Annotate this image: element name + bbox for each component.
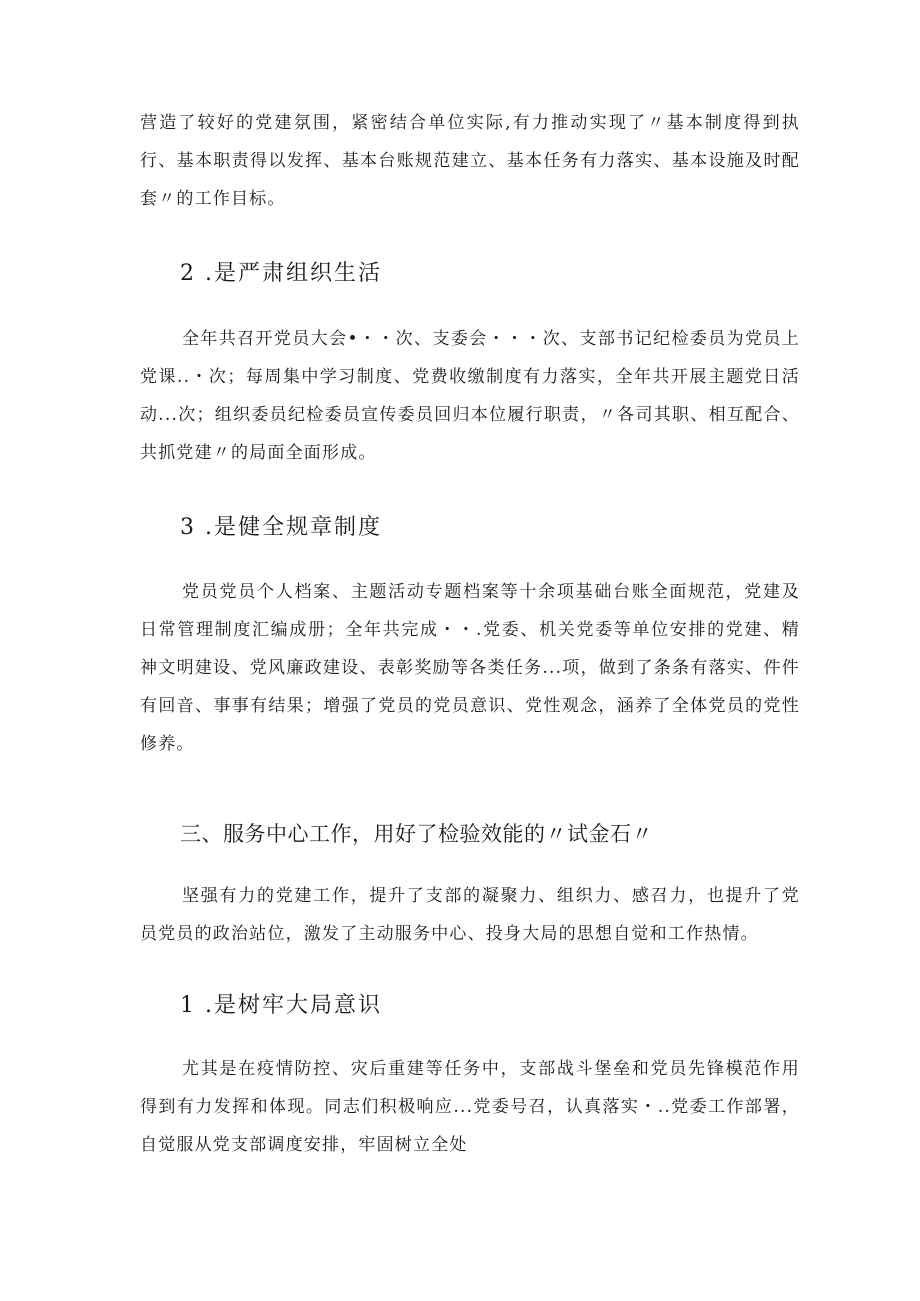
heading-strict-organization-life: 2 .是严肃组织生活 xyxy=(180,261,382,286)
paragraph-organization-life: 全年共召开党员大会•・・次、支委会・・・次、支部书记纪检委员为党员上党课..・次；每周集中学习制度、党费收缴制度有力落实，全年共开展主题党日活动...次；组织委员纪检委员宣传委员回归本位履行职责，〃各司其职、相互配合、共抓党建〃的局面全面形成。 xyxy=(140,329,800,463)
heading-improve-rules: 3 .是健全规章制度 xyxy=(180,515,382,540)
paragraph-rules: 党员党员个人档案、主题活动专题档案等十余项基础台账全面规范，党建及日常管理制度汇编成册；全年共完成・・.党委、机关党委等单位安排的党建、精神文明建设、党风廉政建设、表彰奖励等各类任务...项，做到了条条有落实、件件有回音、事事有结果；增强了党员的党员意识、党性观念，涵养了全体党员的党性修养。 xyxy=(140,582,800,754)
heading-overall-awareness: 1 .是树牢大局意识 xyxy=(180,993,382,1018)
paragraph-intro: 营造了较好的党建氛围，紧密结合单位实际,有力推动实现了〃基本制度得到执行、基本职责得以发挥、基本台账规范建立、基本任务有力落实、基本设施及时配套〃的工作目标。 xyxy=(140,113,800,209)
heading-section-three: 三、服务中心工作，用好了检验效能的〃试金石〃 xyxy=(180,822,653,846)
paragraph-section-three: 坚强有力的党建工作，提升了支部的凝聚力、组织力、感召力，也提升了党员党员的政治站位，激发了主动服务中心、投身大局的思想自觉和工作热情。 xyxy=(140,886,800,944)
paragraph-overall-awareness: 尤其是在疫情防控、灾后重建等任务中，支部战斗堡垒和党员先锋模范作用得到有力发挥和体现。同志们积极响应...党委号召，认真落实・..党委工作部署，自觉服从党支部调度安排，牢固树立全处 xyxy=(140,1059,800,1155)
